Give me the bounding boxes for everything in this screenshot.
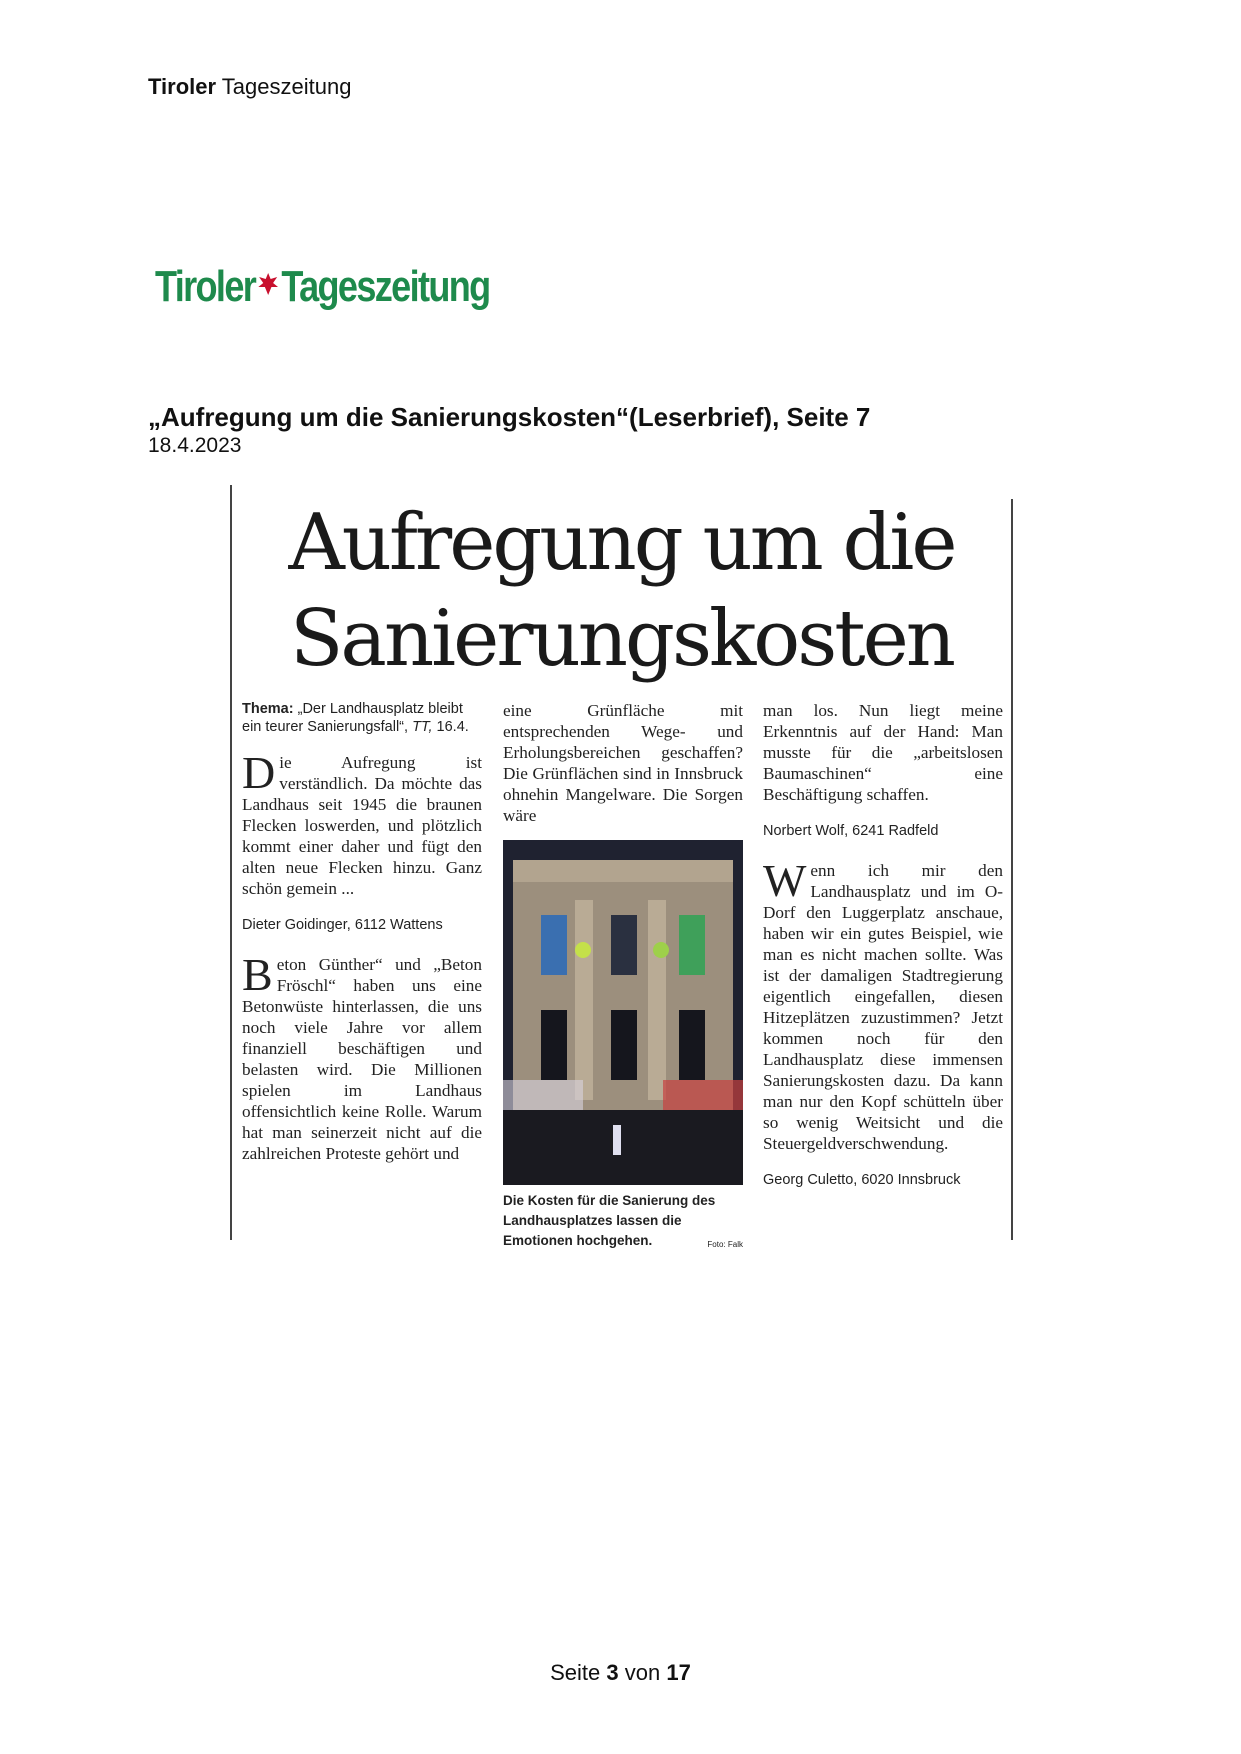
letter-1 [242, 747, 482, 899]
letter-1-text: ie Aufregung ist verständlich. Da möchte das Landhaus seit 1945 die braunen Flecken loswerden, und plötzlich kommt einer daher und fügt den alten neue Flecken hinzu. Ganz schön gemein ... [242, 753, 482, 898]
letter-1-dropcap: D [242, 747, 276, 798]
footer-total-pages: 17 [666, 1660, 691, 1685]
article-column-3 [763, 700, 1003, 1209]
headline-line-2: Sanierungskosten [290, 594, 953, 684]
thema-date: 16.4. [436, 719, 469, 735]
logo-text-right: Tageszeitung [281, 262, 490, 311]
photo-caption [503, 1191, 743, 1251]
newspaper-clipping [230, 485, 1013, 1249]
column-3-continued: man los. Nun liegt meine Erkenntnis auf der Hand: Man musste für die „arbeitslosen Baumaschinen“ eine Beschäftigung schaffen. [763, 701, 1003, 804]
article-column-2 [503, 700, 743, 1255]
letter-1-author: Dieter Goidinger, 6112 Wattens [242, 917, 443, 933]
thema-reference [242, 700, 482, 736]
header-brand-bold: Tiroler [148, 74, 217, 99]
landhaus-photo [503, 840, 743, 1185]
letter-3-dropcap: W [763, 855, 807, 906]
document-title: „Aufregung um die Sanierungskosten“(Leserbrief), Seite 7 [148, 402, 871, 432]
letter-3-author: Georg Culetto, 6020 Innsbruck [763, 1172, 961, 1188]
letter-2-text: eton Günther“ und „Beton Fröschl“ haben uns eine Betonwüste hinterlassen, die uns noch viele Jahre vor allem finanziell beschäftigen und belasten wird. Die Millionen spielen im Landhaus offensichtlich keine Rolle. Warum hat man seinerzeit nicht auf die zahlreichen Proteste gehört und [242, 955, 482, 1163]
thema-label: Thema: [242, 701, 294, 717]
letter-3-text: enn ich mir den Landhausplatz und im O-Dorf den Luggerplatz anschaue, haben wir ein gutes Beispiel, wie man es nicht machen sollte. Was ist der damaligen Stadtregierung eigentlich eingefallen, diesen Hitzeplätzen zuzustimmen? Jetzt kommen noch für den Landhausplatz diese immensen Sanierungskosten dazu. Da kann man nur den Kopf schütteln über so wenig Weitsicht und die Steuergeldverschwendung. [763, 861, 1003, 1153]
eagle-icon [258, 271, 279, 297]
header-brand-rest: Tageszeitung [221, 74, 352, 99]
letter-2 [242, 949, 482, 1164]
letter-2-author: Norbert Wolf, 6241 Radfeld [763, 823, 939, 839]
footer-page-number: 3 [606, 1660, 619, 1685]
letter-2-continued: eine Grünfläche mit entsprechenden Wege- und Erholungsbereichen geschaffen? Die Grünflächen sind in Innsbruck ohnehin Mangelware. Die Sorgen wäre [503, 701, 743, 825]
footer-middle: von [624, 1660, 661, 1685]
article-column-1 [242, 700, 482, 1164]
newspaper-logo [155, 262, 490, 312]
headline-line-1: Aufregung um die [288, 498, 955, 588]
caption-text: Die Kosten für die Sanierung des Landhausplatzes lassen die Emotionen hochgehen. [503, 1193, 716, 1248]
footer-prefix: Seite [550, 1660, 601, 1685]
letter-2-dropcap: B [242, 949, 273, 1000]
page-footer [0, 1660, 1241, 1686]
logo-text-left: Tiroler [155, 262, 256, 311]
thema-source: TT, [412, 719, 433, 735]
building-illustration [503, 840, 743, 1185]
thema-text: „Der Landhausplatz bleibt ein teurer Sanierungsfall“, [242, 701, 463, 735]
photo-credit: Foto: Falk [707, 1240, 743, 1249]
letter-3 [763, 855, 1003, 1154]
article-headline [230, 495, 1013, 687]
document-date: 18.4.2023 [148, 434, 242, 457]
document-header [148, 74, 351, 100]
